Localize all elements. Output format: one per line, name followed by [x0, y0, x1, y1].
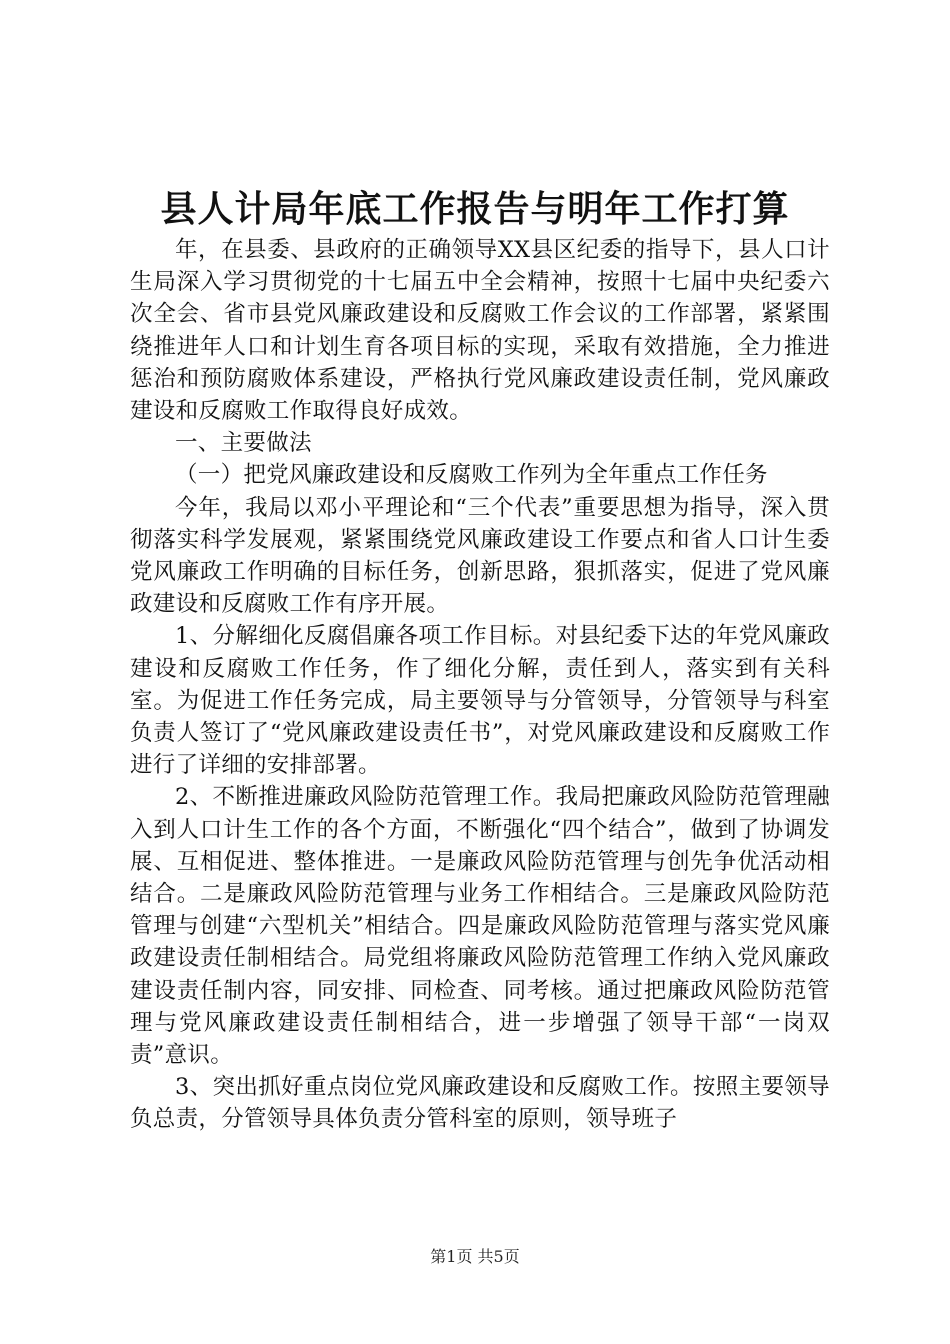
paragraph-item-3: 3、突出抓好重点岗位党风廉政建设和反腐败工作。按照主要领导负总责，分管领导具体负责分管科室的原则，领导班子 [130, 1074, 830, 1133]
document-body [130, 234, 830, 1136]
paragraph-this-year: 今年，我局以邓小平理论和“三个代表”重要思想为指导，深入贯彻落实科学发展观，紧紧围绕党风廉政建设工作要点和省人口计生委党风廉政工作明确的目标任务，创新思路，狠抓落实，促进了党风廉政建设和反腐败工作有序开展。 [130, 494, 830, 618]
page-footer [0, 1247, 950, 1267]
document-title: 县人计局年底工作报告与明年工作打算 [160, 188, 790, 230]
paragraph-item-1: 1、分解细化反腐倡廉各项工作目标。对县纪委下达的年党风廉政建设和反腐败工作任务，作了细化分解，责任到人，落实到有关科室。为促进工作任务完成，局主要领导与分管领导，分管领导与科室负责人签订了“党风廉政建设责任书”，对党风廉政建设和反腐败工作进行了详细的安排部署。 [130, 623, 830, 779]
page-number-label: 第1页 共5页 [430, 1247, 520, 1266]
paragraph-intro: 年，在县委、县政府的正确领导XX县区纪委的指导下，县人口计生局深入学习贯彻党的十七届五中全会精神，按照十七届中央纪委六次全会、省市县党风廉政建设和反腐败工作会议的工作部署，紧紧围绕推进年人口和计划生育各项目标的实现，采取有效措施，全力推进惩治和预防腐败体系建设，严格执行党风廉政建设责任制，党风廉政建设和反腐败工作取得良好成效。 [130, 237, 830, 425]
subsection-heading-1: （一）把党风廉政建设和反腐败工作列为全年重点工作任务 [175, 462, 768, 489]
section-heading-main-practices: 一、主要做法 [175, 430, 312, 457]
paragraph-item-2: 2、不断推进廉政风险防范管理工作。我局把廉政风险防范管理融入到人口计生工作的各个方面，不断强化“四个结合”，做到了协调发展、互相促进、整体推进。一是廉政风险防范管理与创先争优活动相结合。二是廉政风险防范管理与业务工作相结合。三是廉政风险防范管理与创建“六型机关”相结合。四是廉政风险防范管理与落实党风廉政建设责任制相结合。局党组将廉政风险防范管理工作纳入党风廉政建设责任制内容，同安排、同检查、同考核。通过把廉政风险防范管理与党风廉政建设责任制相结合，进一步增强了领导干部“一岗双责”意识。 [130, 784, 830, 1069]
